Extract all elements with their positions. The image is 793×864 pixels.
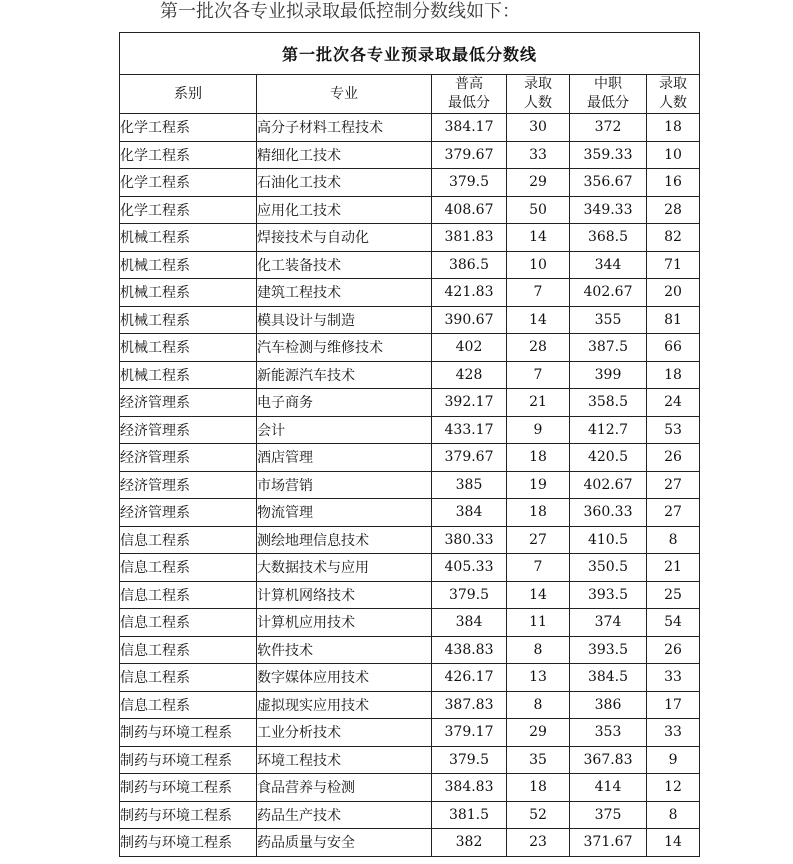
cell-zhongzhi-count: 18 [647, 114, 700, 142]
table-row [120, 306, 700, 334]
table-row [120, 746, 700, 774]
cell-dept: 信息工程系 [120, 526, 257, 554]
table-row [120, 664, 700, 692]
header-pugao-count [507, 75, 570, 114]
cell-zhongzhi-score: 372 [570, 114, 647, 142]
cell-zhongzhi-count: 24 [647, 389, 700, 417]
cell-major: 软件技术 [257, 636, 432, 664]
cell-pugao-count: 8 [507, 691, 570, 719]
cell-dept: 经济管理系 [120, 471, 257, 499]
cell-zhongzhi-count: 82 [647, 224, 700, 252]
cell-pugao-score: 387.83 [432, 691, 507, 719]
cell-dept: 机械工程系 [120, 224, 257, 252]
cell-pugao-count: 28 [507, 334, 570, 362]
table-row [120, 829, 700, 857]
table-row [120, 334, 700, 362]
cell-major: 大数据技术与应用 [257, 554, 432, 582]
cell-zhongzhi-score: 402.67 [570, 279, 647, 307]
header-major: 专业 [257, 75, 432, 114]
cell-pugao-count: 52 [507, 801, 570, 829]
cell-dept: 化学工程系 [120, 114, 257, 142]
cell-pugao-score: 379.5 [432, 746, 507, 774]
score-table [119, 32, 700, 857]
cell-pugao-score: 433.17 [432, 416, 507, 444]
intro-text: 第一批次各专业拟录取最低控制分数线如下： [160, 1, 520, 22]
cell-zhongzhi-count: 17 [647, 691, 700, 719]
cell-zhongzhi-score: 412.7 [570, 416, 647, 444]
cell-major: 石油化工技术 [257, 169, 432, 197]
table-row [120, 499, 700, 527]
header-zhongzhi-count-line1: 录取 [659, 76, 688, 92]
table-row [120, 444, 700, 472]
cell-pugao-score: 379.5 [432, 581, 507, 609]
cell-zhongzhi-score: 393.5 [570, 636, 647, 664]
cell-zhongzhi-count: 21 [647, 554, 700, 582]
cell-zhongzhi-score: 393.5 [570, 581, 647, 609]
cell-zhongzhi-score: 375 [570, 801, 647, 829]
cell-zhongzhi-count: 81 [647, 306, 700, 334]
cell-pugao-count: 7 [507, 279, 570, 307]
cell-pugao-count: 29 [507, 169, 570, 197]
cell-major: 建筑工程技术 [257, 279, 432, 307]
header-row [120, 75, 700, 114]
cell-dept: 制药与环境工程系 [120, 801, 257, 829]
cell-zhongzhi-score: 344 [570, 251, 647, 279]
cell-major: 药品生产技术 [257, 801, 432, 829]
cell-dept: 制药与环境工程系 [120, 829, 257, 857]
cell-dept: 信息工程系 [120, 554, 257, 582]
cell-zhongzhi-count: 71 [647, 251, 700, 279]
cell-zhongzhi-score: 371.67 [570, 829, 647, 857]
cell-zhongzhi-count: 8 [647, 801, 700, 829]
cell-pugao-count: 29 [507, 719, 570, 747]
cell-dept: 化学工程系 [120, 196, 257, 224]
cell-pugao-count: 13 [507, 664, 570, 692]
cell-major: 环境工程技术 [257, 746, 432, 774]
cell-dept: 化学工程系 [120, 141, 257, 169]
cell-pugao-score: 380.33 [432, 526, 507, 554]
cell-zhongzhi-score: 374 [570, 609, 647, 637]
table-row [120, 719, 700, 747]
cell-major: 模具设计与制造 [257, 306, 432, 334]
cell-major: 高分子材料工程技术 [257, 114, 432, 142]
cell-dept: 经济管理系 [120, 389, 257, 417]
cell-zhongzhi-score: 367.83 [570, 746, 647, 774]
cell-zhongzhi-score: 356.67 [570, 169, 647, 197]
header-zhongzhi-count [647, 75, 700, 114]
cell-zhongzhi-count: 10 [647, 141, 700, 169]
cell-pugao-count: 10 [507, 251, 570, 279]
cell-pugao-score: 382 [432, 829, 507, 857]
cell-pugao-count: 50 [507, 196, 570, 224]
header-zhongzhi-score-line1: 中职 [594, 76, 622, 92]
cell-pugao-score: 392.17 [432, 389, 507, 417]
cell-pugao-count: 30 [507, 114, 570, 142]
cell-zhongzhi-count: 27 [647, 499, 700, 527]
cell-zhongzhi-count: 33 [647, 664, 700, 692]
cell-pugao-score: 379.17 [432, 719, 507, 747]
cell-major: 工业分析技术 [257, 719, 432, 747]
cell-zhongzhi-score: 414 [570, 774, 647, 802]
cell-pugao-count: 23 [507, 829, 570, 857]
cell-zhongzhi-count: 53 [647, 416, 700, 444]
table-row [120, 196, 700, 224]
header-zhongzhi-count-line2: 人数 [659, 95, 688, 111]
cell-zhongzhi-score: 360.33 [570, 499, 647, 527]
cell-major: 酒店管理 [257, 444, 432, 472]
cell-dept: 经济管理系 [120, 444, 257, 472]
cell-zhongzhi-count: 20 [647, 279, 700, 307]
cell-pugao-count: 19 [507, 471, 570, 499]
cell-major: 精细化工技术 [257, 141, 432, 169]
cell-pugao-count: 33 [507, 141, 570, 169]
cell-zhongzhi-count: 18 [647, 361, 700, 389]
cell-zhongzhi-count: 12 [647, 774, 700, 802]
cell-dept: 机械工程系 [120, 279, 257, 307]
table-row [120, 609, 700, 637]
cell-zhongzhi-count: 26 [647, 444, 700, 472]
table-row [120, 416, 700, 444]
cell-dept: 机械工程系 [120, 251, 257, 279]
cell-pugao-count: 21 [507, 389, 570, 417]
cell-dept: 机械工程系 [120, 306, 257, 334]
header-pugao-score [432, 75, 507, 114]
table-row [120, 279, 700, 307]
cell-dept: 制药与环境工程系 [120, 719, 257, 747]
header-dept: 系别 [120, 75, 257, 114]
table-row [120, 554, 700, 582]
cell-pugao-count: 27 [507, 526, 570, 554]
cell-pugao-score: 381.5 [432, 801, 507, 829]
cell-dept: 信息工程系 [120, 609, 257, 637]
header-pugao-score-line1: 普高 [455, 76, 483, 92]
cell-zhongzhi-score: 386 [570, 691, 647, 719]
cell-major: 电子商务 [257, 389, 432, 417]
table-row [120, 581, 700, 609]
cell-dept: 机械工程系 [120, 361, 257, 389]
cell-pugao-score: 384 [432, 609, 507, 637]
cell-pugao-count: 9 [507, 416, 570, 444]
cell-major: 食品营养与检测 [257, 774, 432, 802]
cell-zhongzhi-score: 384.5 [570, 664, 647, 692]
cell-dept: 信息工程系 [120, 581, 257, 609]
cell-pugao-count: 11 [507, 609, 570, 637]
table-row [120, 774, 700, 802]
table-row [120, 691, 700, 719]
cell-pugao-score: 390.67 [432, 306, 507, 334]
cell-zhongzhi-score: 349.33 [570, 196, 647, 224]
cell-pugao-count: 8 [507, 636, 570, 664]
cell-zhongzhi-count: 9 [647, 746, 700, 774]
cell-major: 计算机应用技术 [257, 609, 432, 637]
table-row [120, 114, 700, 142]
table-row [120, 801, 700, 829]
cell-major: 数字媒体应用技术 [257, 664, 432, 692]
cell-zhongzhi-score: 353 [570, 719, 647, 747]
cell-major: 汽车检测与维修技术 [257, 334, 432, 362]
cell-major: 虚拟现实应用技术 [257, 691, 432, 719]
cell-zhongzhi-score: 387.5 [570, 334, 647, 362]
cell-zhongzhi-score: 350.5 [570, 554, 647, 582]
cell-pugao-score: 379.67 [432, 141, 507, 169]
cell-pugao-score: 408.67 [432, 196, 507, 224]
cell-dept: 经济管理系 [120, 499, 257, 527]
cell-major: 药品质量与安全 [257, 829, 432, 857]
cell-zhongzhi-count: 8 [647, 526, 700, 554]
cell-pugao-score: 384.83 [432, 774, 507, 802]
cell-pugao-score: 379.5 [432, 169, 507, 197]
cell-zhongzhi-count: 26 [647, 636, 700, 664]
cell-zhongzhi-count: 16 [647, 169, 700, 197]
table-row [120, 361, 700, 389]
cell-pugao-count: 7 [507, 361, 570, 389]
cell-pugao-score: 379.67 [432, 444, 507, 472]
cell-pugao-score: 385 [432, 471, 507, 499]
cell-major: 计算机网络技术 [257, 581, 432, 609]
table-row [120, 141, 700, 169]
cell-dept: 制药与环境工程系 [120, 746, 257, 774]
cell-zhongzhi-score: 420.5 [570, 444, 647, 472]
cell-major: 会计 [257, 416, 432, 444]
table-row [120, 526, 700, 554]
table-row [120, 224, 700, 252]
cell-pugao-score: 386.5 [432, 251, 507, 279]
cell-pugao-count: 14 [507, 581, 570, 609]
cell-dept: 信息工程系 [120, 664, 257, 692]
cell-zhongzhi-score: 368.5 [570, 224, 647, 252]
cell-major: 物流管理 [257, 499, 432, 527]
cell-pugao-score: 381.83 [432, 224, 507, 252]
cell-pugao-count: 18 [507, 444, 570, 472]
cell-zhongzhi-count: 27 [647, 471, 700, 499]
cell-dept: 经济管理系 [120, 416, 257, 444]
cell-pugao-score: 384 [432, 499, 507, 527]
header-pugao-score-line2: 最低分 [448, 95, 490, 111]
table-row [120, 471, 700, 499]
cell-pugao-count: 14 [507, 224, 570, 252]
cell-pugao-count: 35 [507, 746, 570, 774]
cell-dept: 机械工程系 [120, 334, 257, 362]
cell-zhongzhi-count: 25 [647, 581, 700, 609]
cell-major: 化工装备技术 [257, 251, 432, 279]
cell-pugao-score: 384.17 [432, 114, 507, 142]
cell-pugao-score: 421.83 [432, 279, 507, 307]
cell-pugao-count: 18 [507, 774, 570, 802]
header-pugao-count-line1: 录取 [524, 76, 552, 92]
cell-pugao-score: 426.17 [432, 664, 507, 692]
cell-major: 市场营销 [257, 471, 432, 499]
cell-zhongzhi-count: 14 [647, 829, 700, 857]
cell-pugao-score: 428 [432, 361, 507, 389]
cell-zhongzhi-score: 410.5 [570, 526, 647, 554]
cell-dept: 信息工程系 [120, 691, 257, 719]
header-zhongzhi-score-line2: 最低分 [587, 95, 629, 111]
table-row [120, 389, 700, 417]
cell-zhongzhi-score: 402.67 [570, 471, 647, 499]
cell-pugao-count: 14 [507, 306, 570, 334]
cell-major: 焊接技术与自动化 [257, 224, 432, 252]
cell-pugao-score: 438.83 [432, 636, 507, 664]
table-row [120, 169, 700, 197]
table-title: 第一批次各专业预录取最低分数线 [120, 33, 700, 75]
cell-dept: 制药与环境工程系 [120, 774, 257, 802]
cell-pugao-score: 402 [432, 334, 507, 362]
cell-zhongzhi-score: 359.33 [570, 141, 647, 169]
header-pugao-count-line2: 人数 [524, 95, 552, 111]
cell-pugao-count: 18 [507, 499, 570, 527]
cell-major: 测绘地理信息技术 [257, 526, 432, 554]
cell-pugao-count: 7 [507, 554, 570, 582]
table-row [120, 636, 700, 664]
header-zhongzhi-score [570, 75, 647, 114]
cell-zhongzhi-score: 358.5 [570, 389, 647, 417]
cell-major: 应用化工技术 [257, 196, 432, 224]
cell-zhongzhi-count: 33 [647, 719, 700, 747]
cell-zhongzhi-count: 28 [647, 196, 700, 224]
cell-dept: 信息工程系 [120, 636, 257, 664]
table-row [120, 251, 700, 279]
cell-pugao-score: 405.33 [432, 554, 507, 582]
cell-major: 新能源汽车技术 [257, 361, 432, 389]
cell-dept: 化学工程系 [120, 169, 257, 197]
cell-zhongzhi-score: 399 [570, 361, 647, 389]
table-body [120, 114, 700, 857]
cell-zhongzhi-count: 66 [647, 334, 700, 362]
cell-zhongzhi-count: 54 [647, 609, 700, 637]
cell-zhongzhi-score: 355 [570, 306, 647, 334]
